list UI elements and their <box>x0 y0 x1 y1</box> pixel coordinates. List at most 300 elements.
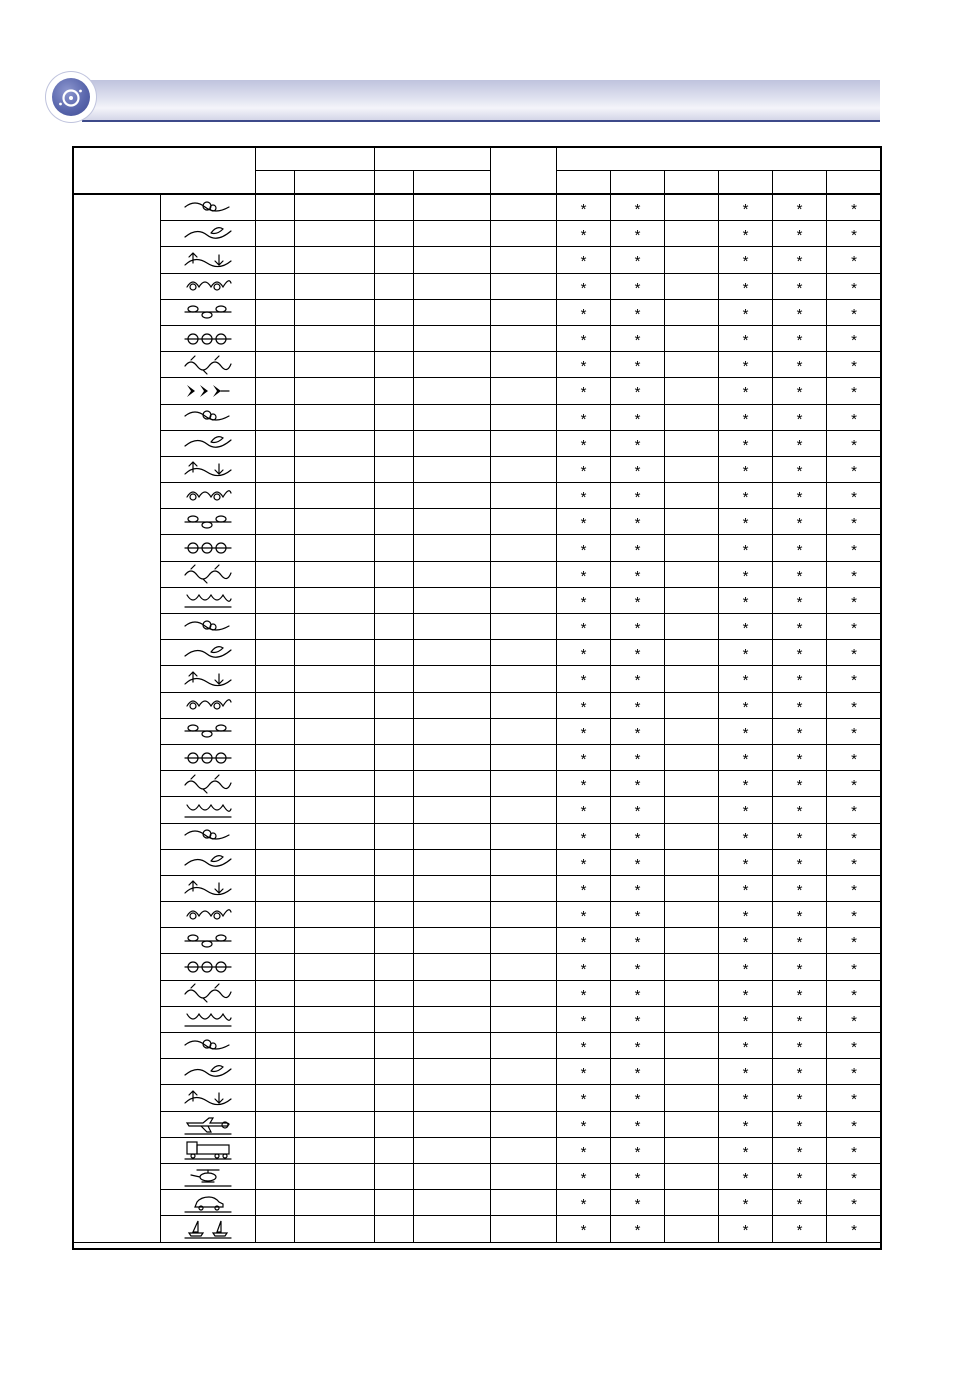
star-cell <box>773 378 827 404</box>
wave-scallop-icon <box>183 982 233 1004</box>
empty-cell <box>414 1059 491 1085</box>
empty-cell <box>665 430 719 456</box>
star-mark: * <box>742 436 749 454</box>
star-cell <box>611 980 665 1006</box>
empty-cell <box>491 273 557 299</box>
empty-cell <box>256 456 295 482</box>
star-cell <box>827 509 882 535</box>
star-mark: * <box>580 489 587 507</box>
empty-cell <box>256 509 295 535</box>
star-mark: * <box>742 986 749 1004</box>
empty-cell <box>256 561 295 587</box>
star-mark: * <box>742 1222 749 1240</box>
star-mark: * <box>796 1170 803 1188</box>
star-cell <box>611 273 665 299</box>
pattern-cell <box>161 1111 256 1137</box>
star-mark: * <box>796 410 803 428</box>
star-mark: * <box>634 986 641 1004</box>
star-mark: * <box>742 567 749 585</box>
empty-cell <box>491 980 557 1006</box>
empty-cell <box>256 1006 295 1032</box>
empty-cell <box>256 954 295 980</box>
star-mark: * <box>796 593 803 611</box>
pattern-cell <box>161 614 256 640</box>
star-cell <box>611 797 665 823</box>
star-mark: * <box>796 855 803 873</box>
star-cell <box>611 1033 665 1059</box>
star-cell <box>773 483 827 509</box>
star-mark: * <box>580 803 587 821</box>
empty-cell <box>491 535 557 561</box>
pattern-cell <box>161 666 256 692</box>
empty-cell <box>665 692 719 718</box>
star-mark: * <box>851 227 857 245</box>
star-mark: * <box>796 384 803 402</box>
star-mark: * <box>796 515 803 533</box>
star-cell <box>719 325 773 351</box>
table-row <box>74 1033 882 1059</box>
star-cell <box>719 378 773 404</box>
table-row <box>74 928 882 954</box>
empty-cell <box>491 483 557 509</box>
star-mark: * <box>742 1065 749 1083</box>
star-cell <box>719 1006 773 1032</box>
star-cell <box>557 797 611 823</box>
empty-cell <box>665 509 719 535</box>
empty-cell <box>256 404 295 430</box>
leaf-cluster-icon <box>183 432 233 454</box>
star-mark: * <box>742 384 749 402</box>
star-mark: * <box>796 1039 803 1057</box>
star-cell <box>719 718 773 744</box>
empty-cell <box>665 614 719 640</box>
table-row <box>74 456 882 482</box>
empty-cell <box>256 1059 295 1085</box>
star-cell <box>827 1111 882 1137</box>
empty-cell <box>295 1111 375 1137</box>
star-mark: * <box>851 934 857 952</box>
star-cell <box>557 823 611 849</box>
empty-cell <box>375 823 414 849</box>
empty-cell <box>256 378 295 404</box>
star-mark: * <box>851 515 857 533</box>
star-mark: * <box>796 332 803 350</box>
star-cell <box>719 849 773 875</box>
star-mark: * <box>580 672 587 690</box>
star-cell <box>773 1111 827 1137</box>
table-row <box>74 954 882 980</box>
header-bar <box>82 80 880 122</box>
empty-cell <box>256 1033 295 1059</box>
empty-cell <box>414 273 491 299</box>
empty-cell <box>256 273 295 299</box>
table-row <box>74 352 882 378</box>
star-mark: * <box>634 1117 641 1135</box>
subheader-cell <box>414 171 491 195</box>
empty-cell <box>665 849 719 875</box>
header-cell-group-2 <box>375 148 491 171</box>
empty-cell <box>665 483 719 509</box>
star-cell <box>773 247 827 273</box>
star-cell <box>611 849 665 875</box>
star-mark: * <box>580 227 587 245</box>
star-cell <box>719 771 773 797</box>
empty-cell <box>295 797 375 823</box>
empty-cell <box>491 771 557 797</box>
empty-cell <box>375 928 414 954</box>
star-mark: * <box>796 751 803 769</box>
star-cell <box>773 273 827 299</box>
star-mark: * <box>851 1170 857 1188</box>
empty-cell <box>375 299 414 325</box>
star-mark: * <box>796 777 803 795</box>
pattern-cell <box>161 849 256 875</box>
star-mark: * <box>580 1170 587 1188</box>
star-cell <box>827 535 882 561</box>
star-mark: * <box>851 777 857 795</box>
table-row <box>74 221 882 247</box>
star-mark: * <box>634 934 641 952</box>
empty-cell <box>665 980 719 1006</box>
table-row <box>74 614 882 640</box>
star-mark: * <box>742 305 749 323</box>
empty-cell <box>414 1006 491 1032</box>
empty-cell <box>295 902 375 928</box>
star-cell <box>827 744 882 770</box>
pattern-cell <box>161 561 256 587</box>
empty-cell <box>256 325 295 351</box>
empty-cell <box>665 273 719 299</box>
star-mark: * <box>580 620 587 638</box>
star-mark: * <box>634 1091 641 1109</box>
empty-cell <box>665 1033 719 1059</box>
pattern-cell <box>161 352 256 378</box>
star-cell <box>827 194 882 221</box>
empty-cell <box>256 614 295 640</box>
star-mark: * <box>634 332 641 350</box>
star-mark: * <box>851 1143 857 1161</box>
star-cell <box>773 640 827 666</box>
rose-stem-icon <box>183 720 233 742</box>
star-mark: * <box>796 620 803 638</box>
subheader-cell <box>665 171 719 195</box>
empty-cell <box>665 771 719 797</box>
star-cell <box>827 1163 882 1189</box>
star-cell <box>773 221 827 247</box>
star-cell <box>719 640 773 666</box>
dot-target-icon <box>52 78 90 116</box>
empty-cell <box>491 692 557 718</box>
star-cell <box>773 325 827 351</box>
star-mark: * <box>580 253 587 271</box>
star-cell <box>719 535 773 561</box>
pattern-cell <box>161 535 256 561</box>
star-cell <box>719 797 773 823</box>
star-cell <box>557 325 611 351</box>
star-cell <box>719 928 773 954</box>
pattern-cell <box>161 1137 256 1163</box>
rose-vine-icon <box>183 485 233 507</box>
star-cell <box>827 299 882 325</box>
pattern-cell <box>161 1216 256 1242</box>
empty-cell <box>295 587 375 613</box>
empty-cell <box>665 456 719 482</box>
table-row <box>74 247 882 273</box>
empty-cell <box>414 666 491 692</box>
empty-cell <box>256 299 295 325</box>
empty-cell <box>375 954 414 980</box>
star-cell <box>557 535 611 561</box>
star-mark: * <box>851 384 857 402</box>
four-petal-row-icon <box>183 1061 233 1083</box>
star-mark: * <box>742 646 749 664</box>
stitch-table <box>73 147 881 1249</box>
empty-cell <box>414 1033 491 1059</box>
empty-cell <box>491 587 557 613</box>
star-mark: * <box>851 646 857 664</box>
empty-cell <box>256 718 295 744</box>
table-row <box>74 640 882 666</box>
empty-cell <box>295 640 375 666</box>
empty-cell <box>665 744 719 770</box>
helicopter-icon <box>183 1166 233 1188</box>
empty-cell <box>295 1059 375 1085</box>
star-mark: * <box>580 305 587 323</box>
star-mark: * <box>634 751 641 769</box>
subheader-cell <box>295 171 375 195</box>
fern-branch-icon <box>183 354 233 376</box>
star-cell <box>827 430 882 456</box>
empty-cell <box>375 561 414 587</box>
pattern-cell <box>161 771 256 797</box>
star-mark: * <box>851 908 857 926</box>
star-cell <box>719 1059 773 1085</box>
empty-cell <box>295 1216 375 1242</box>
subheader-cell <box>827 171 882 195</box>
star-mark: * <box>851 593 857 611</box>
star-cell <box>611 875 665 901</box>
star-cell <box>557 614 611 640</box>
empty-cell <box>491 194 557 221</box>
empty-cell <box>491 640 557 666</box>
star-cell <box>611 1085 665 1111</box>
star-cell <box>827 483 882 509</box>
star-cell <box>611 1163 665 1189</box>
star-cell <box>557 849 611 875</box>
flower-chain-icon <box>183 537 233 559</box>
empty-cell <box>491 1190 557 1216</box>
star-cell <box>557 561 611 587</box>
table-row <box>74 744 882 770</box>
sailboats-icon <box>183 1218 233 1240</box>
star-mark: * <box>851 881 857 899</box>
flower-wave-icon <box>183 747 233 769</box>
empty-cell <box>491 928 557 954</box>
star-cell <box>719 273 773 299</box>
pattern-cell <box>161 430 256 456</box>
empty-cell <box>375 1059 414 1085</box>
bow-pair-icon <box>183 328 233 350</box>
star-mark: * <box>742 620 749 638</box>
star-cell <box>773 456 827 482</box>
table-row <box>74 561 882 587</box>
star-cell <box>719 954 773 980</box>
empty-cell <box>295 247 375 273</box>
table-row <box>74 587 882 613</box>
empty-cell <box>665 718 719 744</box>
star-cell <box>557 587 611 613</box>
pattern-cell <box>161 221 256 247</box>
star-mark: * <box>796 829 803 847</box>
star-cell <box>827 221 882 247</box>
scroll-ornament-icon <box>183 956 233 978</box>
empty-cell <box>414 928 491 954</box>
star-cell <box>719 1137 773 1163</box>
star-mark: * <box>580 1117 587 1135</box>
star-cell <box>719 194 773 221</box>
star-cell <box>773 954 827 980</box>
empty-cell <box>375 1216 414 1242</box>
empty-cell <box>256 352 295 378</box>
star-cell <box>611 509 665 535</box>
empty-cell <box>375 509 414 535</box>
star-cell <box>557 744 611 770</box>
star-cell <box>773 430 827 456</box>
star-cell <box>827 849 882 875</box>
star-cell <box>773 692 827 718</box>
star-mark: * <box>742 829 749 847</box>
star-cell <box>719 980 773 1006</box>
star-cell <box>827 247 882 273</box>
star-cell <box>773 849 827 875</box>
empty-cell <box>256 194 295 221</box>
empty-cell <box>665 1085 719 1111</box>
empty-cell <box>414 483 491 509</box>
bead-chain-icon <box>183 904 233 926</box>
star-cell <box>719 1216 773 1242</box>
empty-cell <box>256 1190 295 1216</box>
pattern-cell <box>161 456 256 482</box>
star-cell <box>719 666 773 692</box>
star-mark: * <box>796 541 803 559</box>
star-mark: * <box>580 777 587 795</box>
star-mark: * <box>634 1039 641 1057</box>
star-cell <box>773 928 827 954</box>
star-mark: * <box>580 593 587 611</box>
empty-cell <box>414 1163 491 1189</box>
empty-cell <box>665 1216 719 1242</box>
empty-cell <box>414 640 491 666</box>
section-header <box>44 70 880 126</box>
star-mark: * <box>742 672 749 690</box>
table-row <box>74 1085 882 1111</box>
empty-cell <box>414 823 491 849</box>
star-mark: * <box>742 279 749 297</box>
star-mark: * <box>851 253 857 271</box>
star-mark: * <box>742 724 749 742</box>
star-cell <box>611 378 665 404</box>
star-mark: * <box>851 1065 857 1083</box>
star-mark: * <box>796 724 803 742</box>
empty-cell <box>414 194 491 221</box>
star-mark: * <box>851 201 857 219</box>
empty-cell <box>295 1033 375 1059</box>
star-mark: * <box>742 201 749 219</box>
star-cell <box>557 1033 611 1059</box>
star-cell <box>773 535 827 561</box>
bow-ribbon-icon <box>183 301 233 323</box>
star-mark: * <box>634 672 641 690</box>
star-cell <box>719 1163 773 1189</box>
star-cell <box>773 718 827 744</box>
star-cell <box>611 954 665 980</box>
star-cell <box>773 404 827 430</box>
star-cell <box>773 561 827 587</box>
star-cell <box>557 509 611 535</box>
star-cell <box>557 483 611 509</box>
star-cell <box>557 1085 611 1111</box>
empty-cell <box>414 1085 491 1111</box>
star-mark: * <box>634 855 641 873</box>
star-cell <box>827 666 882 692</box>
pattern-cell <box>161 509 256 535</box>
empty-cell <box>375 194 414 221</box>
star-mark: * <box>580 1091 587 1109</box>
star-cell <box>719 561 773 587</box>
star-mark: * <box>742 541 749 559</box>
star-cell <box>827 1190 882 1216</box>
star-cell <box>611 744 665 770</box>
star-cell <box>719 823 773 849</box>
empty-cell <box>665 875 719 901</box>
star-cell <box>611 771 665 797</box>
star-cell <box>557 456 611 482</box>
star-mark: * <box>634 698 641 716</box>
star-cell <box>719 352 773 378</box>
pattern-cell <box>161 823 256 849</box>
empty-cell <box>491 561 557 587</box>
flower-garland-icon <box>183 458 233 480</box>
star-cell <box>557 771 611 797</box>
star-mark: * <box>796 1117 803 1135</box>
empty-cell <box>256 221 295 247</box>
empty-cell <box>491 614 557 640</box>
star-cell <box>557 1216 611 1242</box>
leaf-bundle-icon <box>183 511 233 533</box>
star-mark: * <box>796 1091 803 1109</box>
star-mark: * <box>634 1222 641 1240</box>
star-mark: * <box>580 960 587 978</box>
empty-cell <box>414 1190 491 1216</box>
empty-cell <box>256 666 295 692</box>
star-cell <box>827 1033 882 1059</box>
empty-cell <box>256 928 295 954</box>
star-cell <box>719 1190 773 1216</box>
star-cell <box>773 666 827 692</box>
star-mark: * <box>851 1117 857 1135</box>
star-cell <box>611 718 665 744</box>
table-row <box>74 378 882 404</box>
star-mark: * <box>634 1143 641 1161</box>
lily-vine-icon <box>183 799 233 821</box>
empty-cell <box>375 273 414 299</box>
star-mark: * <box>742 1039 749 1057</box>
empty-cell <box>295 299 375 325</box>
pattern-cell <box>161 954 256 980</box>
star-cell <box>557 640 611 666</box>
empty-cell <box>295 456 375 482</box>
pattern-cell <box>161 902 256 928</box>
